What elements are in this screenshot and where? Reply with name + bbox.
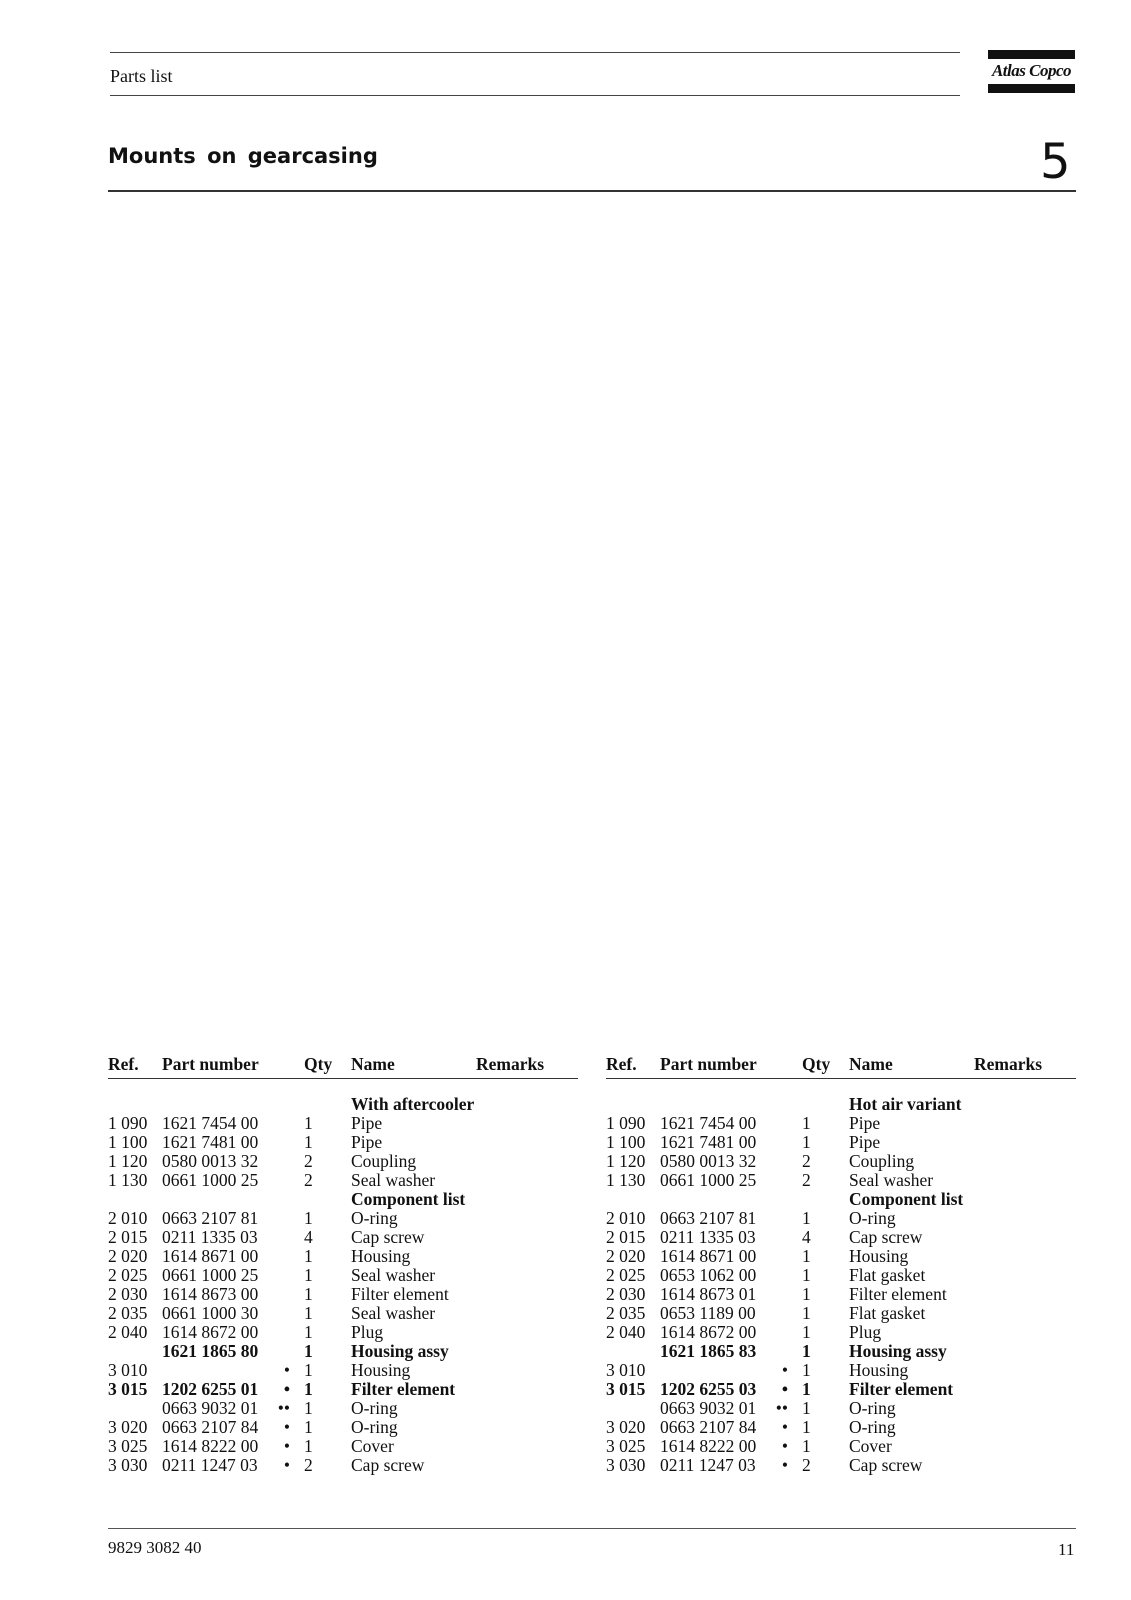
qty-cell: 1	[304, 1246, 313, 1266]
table-row	[606, 1342, 1076, 1361]
level-mark-cell: •	[283, 1379, 290, 1399]
name-cell: Plug	[849, 1322, 882, 1342]
name-cell: Flat gasket	[849, 1265, 926, 1285]
header-bottom-rule	[110, 95, 960, 96]
atlas-copco-logo	[988, 50, 1075, 93]
table-row	[108, 1304, 578, 1323]
part-number-cell: 1614 8671 00	[660, 1246, 757, 1266]
table-row	[606, 1361, 1076, 1380]
qty-cell: 1	[802, 1436, 811, 1456]
ref-cell: 1 130	[108, 1170, 148, 1190]
ref-cell: 2 015	[606, 1227, 646, 1247]
name-cell: Cap screw	[849, 1227, 923, 1247]
ref-cell: 3 020	[606, 1417, 646, 1437]
table-row	[606, 1266, 1076, 1285]
table-row	[606, 1114, 1076, 1133]
qty-cell: 1	[304, 1398, 313, 1418]
parts-table-right	[606, 1052, 1076, 1475]
name-cell: Cap screw	[849, 1455, 923, 1475]
table-row	[108, 1361, 578, 1380]
name-cell: Seal washer	[351, 1303, 436, 1323]
level-mark-cell: ••	[277, 1398, 290, 1418]
ref-cell: 3 030	[108, 1455, 148, 1475]
part-number-cell: 1621 1865 83	[660, 1341, 757, 1361]
col-qty-header: Qty	[304, 1054, 333, 1074]
name-cell: Cover	[849, 1436, 892, 1456]
qty-cell: 1	[802, 1208, 811, 1228]
name-cell: O-ring	[351, 1208, 398, 1228]
level-mark-cell: •	[781, 1417, 788, 1437]
ref-cell: 3 015	[108, 1379, 148, 1399]
part-number-cell: 0663 9032 01	[162, 1398, 259, 1418]
ref-cell: 1 100	[108, 1132, 148, 1152]
col-ref-header: Ref.	[606, 1054, 637, 1074]
qty-cell: 1	[304, 1436, 313, 1456]
parts-table-left	[108, 1052, 578, 1475]
qty-cell: 2	[304, 1170, 313, 1190]
table-row	[108, 1399, 578, 1418]
qty-cell: 1	[802, 1379, 811, 1399]
part-number-cell: 0663 2107 84	[660, 1417, 757, 1437]
level-mark-cell: •	[283, 1455, 290, 1475]
qty-cell: 4	[802, 1227, 811, 1247]
table-row	[108, 1456, 578, 1475]
qty-cell: 2	[802, 1170, 811, 1190]
qty-cell: 2	[304, 1151, 313, 1171]
ref-cell: 3 025	[108, 1436, 148, 1456]
name-cell: Filter element	[351, 1379, 456, 1399]
name-cell: Seal washer	[849, 1170, 934, 1190]
ref-cell: 1 120	[108, 1151, 148, 1171]
logo-bar-bottom	[988, 84, 1075, 93]
part-number-cell: 0663 2107 84	[162, 1417, 259, 1437]
name-cell: Flat gasket	[849, 1303, 926, 1323]
ref-cell: 2 010	[108, 1208, 148, 1228]
ref-cell: 2 020	[606, 1246, 646, 1266]
col-name-header: Name	[849, 1054, 893, 1074]
table-row	[606, 1456, 1076, 1475]
ref-cell: 1 100	[606, 1132, 646, 1152]
name-cell: O-ring	[351, 1398, 398, 1418]
table-row	[606, 1399, 1076, 1418]
qty-cell: 1	[802, 1398, 811, 1418]
table-row	[108, 1285, 578, 1304]
qty-cell: 1	[304, 1379, 313, 1399]
table-row	[606, 1171, 1076, 1190]
level-mark-cell: •	[283, 1417, 290, 1437]
name-cell: Component list	[849, 1189, 964, 1209]
part-number-cell: 1614 8672 00	[162, 1322, 259, 1342]
part-number-cell: 1621 7481 00	[162, 1132, 259, 1152]
table-row	[108, 1437, 578, 1456]
ref-cell: 2 015	[108, 1227, 148, 1247]
name-cell: Coupling	[351, 1151, 417, 1171]
name-cell: Seal washer	[351, 1170, 436, 1190]
ref-cell: 2 040	[108, 1322, 148, 1342]
qty-cell: 1	[802, 1132, 811, 1152]
ref-cell: 3 010	[606, 1360, 646, 1380]
part-number-cell: 0663 2107 81	[162, 1208, 259, 1228]
part-number-cell: 1621 7454 00	[660, 1113, 757, 1133]
ref-cell: 2 040	[606, 1322, 646, 1342]
name-cell: Pipe	[351, 1113, 383, 1133]
table-row	[108, 1209, 578, 1228]
table-header	[606, 1052, 1076, 1079]
qty-cell: 2	[304, 1455, 313, 1475]
ref-cell: 1 120	[606, 1151, 646, 1171]
table-row	[606, 1095, 1076, 1114]
table-row	[606, 1418, 1076, 1437]
table-row	[108, 1342, 578, 1361]
part-number-cell: 0211 1247 03	[660, 1455, 756, 1475]
table-row	[606, 1304, 1076, 1323]
part-number-cell: 0653 1189 00	[660, 1303, 756, 1323]
ref-cell: 3 030	[606, 1455, 646, 1475]
table-row	[108, 1266, 578, 1285]
qty-cell: 1	[802, 1246, 811, 1266]
table-row	[108, 1114, 578, 1133]
qty-cell: 1	[304, 1284, 313, 1304]
part-number-cell: 1614 8673 00	[162, 1284, 259, 1304]
table-row	[606, 1323, 1076, 1342]
table-row	[606, 1380, 1076, 1399]
qty-cell: 1	[802, 1341, 811, 1361]
table-row	[108, 1380, 578, 1399]
table-body	[606, 1079, 1076, 1475]
name-cell: Housing	[849, 1360, 909, 1380]
ref-cell: 1 090	[606, 1113, 646, 1133]
part-number-cell: 1621 7481 00	[660, 1132, 757, 1152]
table-row	[606, 1228, 1076, 1247]
ref-cell: 2 030	[606, 1284, 646, 1304]
table-row	[606, 1190, 1076, 1209]
name-cell: O-ring	[849, 1208, 896, 1228]
qty-cell: 1	[802, 1265, 811, 1285]
level-mark-cell: •	[781, 1455, 788, 1475]
col-remarks-header: Remarks	[476, 1054, 545, 1074]
ref-cell: 3 015	[606, 1379, 646, 1399]
col-qty-header: Qty	[802, 1054, 831, 1074]
qty-cell: 2	[802, 1455, 811, 1475]
header-top-rule	[110, 52, 960, 53]
header-label: Parts list	[110, 66, 173, 86]
table-row	[108, 1095, 578, 1114]
section-number: 5	[1040, 134, 1071, 190]
table-row	[108, 1247, 578, 1266]
part-number-cell: 0661 1000 25	[660, 1170, 757, 1190]
name-cell: Filter element	[351, 1284, 449, 1304]
part-number-cell: 0580 0013 32	[162, 1151, 259, 1171]
qty-cell: 1	[304, 1360, 313, 1380]
qty-cell: 1	[802, 1284, 811, 1304]
part-number-cell: 1614 8673 01	[660, 1284, 757, 1304]
qty-cell: 1	[802, 1303, 811, 1323]
name-cell: Housing	[849, 1246, 909, 1266]
title-rule	[108, 190, 1076, 192]
table-row	[606, 1285, 1076, 1304]
part-number-cell: 0661 1000 25	[162, 1265, 259, 1285]
part-number-cell: 1614 8222 00	[162, 1436, 259, 1456]
level-mark-cell: ••	[775, 1398, 788, 1418]
name-cell: Pipe	[849, 1113, 881, 1133]
qty-cell: 1	[304, 1132, 313, 1152]
name-cell: Pipe	[351, 1132, 383, 1152]
qty-cell: 1	[304, 1265, 313, 1285]
ref-cell: 2 020	[108, 1246, 148, 1266]
qty-cell: 4	[304, 1227, 313, 1247]
name-cell: Pipe	[849, 1132, 881, 1152]
part-number-cell: 1621 7454 00	[162, 1113, 259, 1133]
ref-cell: 2 025	[606, 1265, 646, 1285]
name-cell: O-ring	[849, 1398, 896, 1418]
qty-cell: 2	[802, 1151, 811, 1171]
part-number-cell: 0661 1000 25	[162, 1170, 259, 1190]
table-row	[108, 1133, 578, 1152]
name-cell: Housing	[351, 1360, 411, 1380]
name-cell: Filter element	[849, 1379, 954, 1399]
part-number-cell: 0211 1247 03	[162, 1455, 258, 1475]
name-cell: Housing assy	[351, 1341, 449, 1361]
page-title: Mounts on gearcasing	[108, 144, 378, 168]
qty-cell: 1	[304, 1208, 313, 1228]
col-remarks-header: Remarks	[974, 1054, 1043, 1074]
col-ref-header: Ref.	[108, 1054, 139, 1074]
footer-rule	[108, 1528, 1076, 1529]
ref-cell: 1 090	[108, 1113, 148, 1133]
name-cell: Component list	[351, 1189, 466, 1209]
table-row	[606, 1437, 1076, 1456]
table-row	[606, 1247, 1076, 1266]
ref-cell: 3 010	[108, 1360, 148, 1380]
qty-cell: 1	[304, 1322, 313, 1342]
footer-doc-number: 9829 3082 40	[108, 1538, 202, 1557]
table-body	[108, 1079, 578, 1475]
qty-cell: 1	[802, 1113, 811, 1133]
qty-cell: 1	[802, 1360, 811, 1380]
table-row	[108, 1152, 578, 1171]
table-row	[108, 1323, 578, 1342]
ref-cell: 2 035	[606, 1303, 646, 1323]
col-part-number-header: Part number	[660, 1054, 757, 1074]
name-cell: Filter element	[849, 1284, 947, 1304]
level-mark-cell: •	[283, 1360, 290, 1380]
part-number-cell: 0211 1335 03	[660, 1227, 756, 1247]
name-cell: O-ring	[849, 1417, 896, 1437]
level-mark-cell: •	[283, 1436, 290, 1456]
part-number-cell: 1614 8222 00	[660, 1436, 757, 1456]
table-row	[606, 1152, 1076, 1171]
ref-cell: 3 025	[606, 1436, 646, 1456]
name-cell: Plug	[351, 1322, 384, 1342]
name-cell: Housing	[351, 1246, 411, 1266]
col-part-number-header: Part number	[162, 1054, 259, 1074]
name-cell: Hot air variant	[849, 1094, 962, 1114]
name-cell: With aftercooler	[351, 1094, 475, 1114]
ref-cell: 2 035	[108, 1303, 148, 1323]
part-number-cell: 1614 8672 00	[660, 1322, 757, 1342]
table-header	[108, 1052, 578, 1079]
name-cell: Coupling	[849, 1151, 915, 1171]
table-row	[108, 1418, 578, 1437]
ref-cell: 2 025	[108, 1265, 148, 1285]
name-cell: Housing assy	[849, 1341, 947, 1361]
table-row	[108, 1171, 578, 1190]
name-cell: Cap screw	[351, 1455, 425, 1475]
logo-bar-top	[988, 50, 1075, 59]
logo-wordmark: Atlas Copco	[991, 61, 1072, 80]
table-row	[606, 1209, 1076, 1228]
part-number-cell: 1621 1865 80	[162, 1341, 259, 1361]
part-number-cell: 1202 6255 01	[162, 1379, 259, 1399]
name-cell: Cap screw	[351, 1227, 425, 1247]
part-number-cell: 0580 0013 32	[660, 1151, 757, 1171]
name-cell: O-ring	[351, 1417, 398, 1437]
part-number-cell: 1614 8671 00	[162, 1246, 259, 1266]
table-row	[606, 1133, 1076, 1152]
ref-cell: 3 020	[108, 1417, 148, 1437]
table-row	[108, 1190, 578, 1209]
qty-cell: 1	[304, 1417, 313, 1437]
part-number-cell: 1202 6255 03	[660, 1379, 757, 1399]
part-number-cell: 0661 1000 30	[162, 1303, 259, 1323]
level-mark-cell: •	[781, 1360, 788, 1380]
table-row	[108, 1228, 578, 1247]
part-number-cell: 0653 1062 00	[660, 1265, 757, 1285]
qty-cell: 1	[304, 1113, 313, 1133]
name-cell: Seal washer	[351, 1265, 436, 1285]
page-number: 11	[1058, 1540, 1075, 1559]
qty-cell: 1	[304, 1341, 313, 1361]
qty-cell: 1	[802, 1322, 811, 1342]
ref-cell: 2 010	[606, 1208, 646, 1228]
qty-cell: 1	[802, 1417, 811, 1437]
ref-cell: 2 030	[108, 1284, 148, 1304]
level-mark-cell: •	[781, 1379, 788, 1399]
part-number-cell: 0663 9032 01	[660, 1398, 757, 1418]
qty-cell: 1	[304, 1303, 313, 1323]
col-name-header: Name	[351, 1054, 395, 1074]
part-number-cell: 0211 1335 03	[162, 1227, 258, 1247]
level-mark-cell: •	[781, 1436, 788, 1456]
name-cell: Cover	[351, 1436, 394, 1456]
ref-cell: 1 130	[606, 1170, 646, 1190]
part-number-cell: 0663 2107 81	[660, 1208, 757, 1228]
